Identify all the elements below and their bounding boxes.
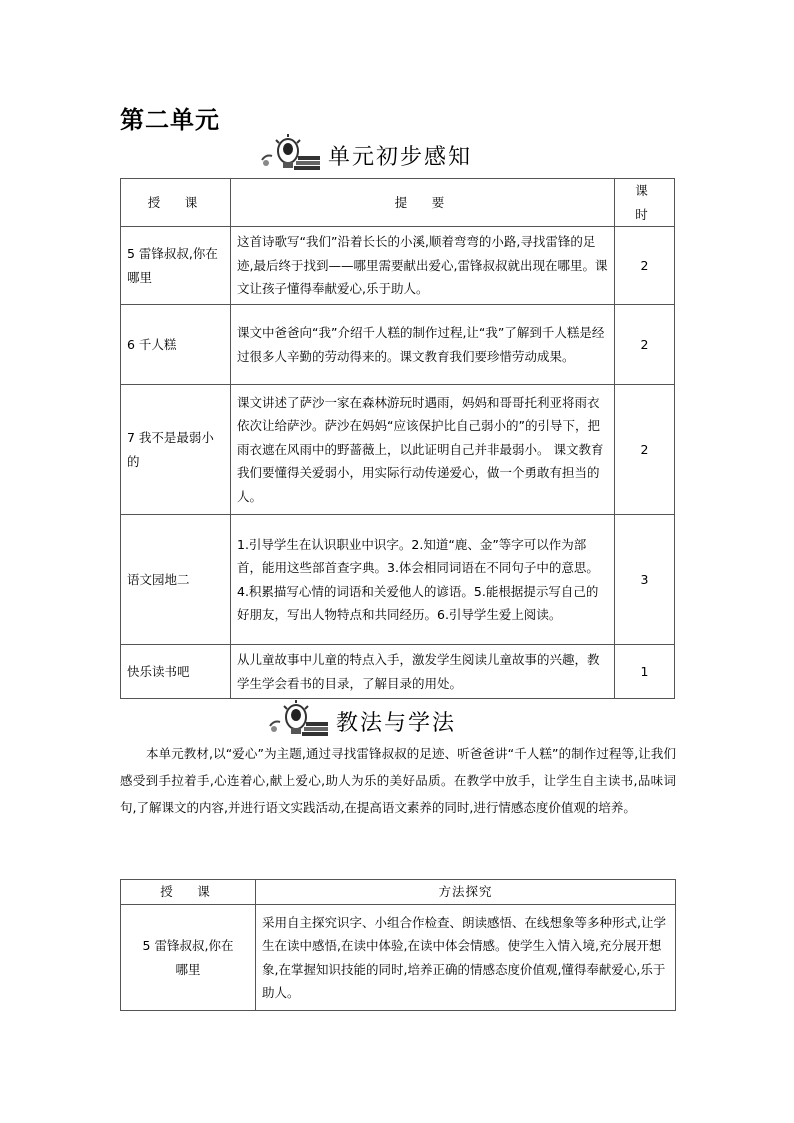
summary-cell: 课文中爸爸向“我”介绍千人糕的制作过程,让“我”了解到千人糕是经过很多人辛勤的劳动得来的。课文教育我们要珍惜劳动成果。 — [231, 305, 615, 385]
lesson-cell: 7 我不是最弱小的 — [121, 385, 231, 515]
summary-cell: 从儿童故事中儿童的特点入手，激发学生阅读儿童故事的兴趣，教学生学会看书的目录，了解目录的用处。 — [231, 645, 615, 699]
lesson-cell: 5 雷锋叔叔,你在哪里 — [121, 227, 231, 305]
section-title: 单元初步感知 — [328, 145, 473, 170]
hours-cell: 2 — [615, 227, 675, 305]
table-row — [121, 385, 675, 515]
methods-table — [120, 879, 676, 1011]
column-header: 方法探究 — [256, 880, 676, 905]
column-header: 课 时 — [615, 179, 675, 227]
summary-cell: 1.引导学生在认识职业中识字。2.知道“鹿、金”等字可以作为部首，能用这些部首查字典。3.体会相同词语在不同句子中的意思。4.积累描写心情的词语和关爱他人的谚语。5.能根据提示写自己的好朋友，写出人物特点和共同经历。6.引导学生爱上阅读。 — [231, 515, 615, 645]
unit-overview-table — [120, 178, 675, 699]
table-header-row — [121, 179, 675, 227]
table-row — [121, 515, 675, 645]
lesson-cell: 6 千人糕 — [121, 305, 231, 385]
column-header: 授 课 — [121, 179, 231, 227]
column-header: 提 要 — [231, 179, 615, 227]
table-row — [121, 305, 675, 385]
lesson-cell: 快乐读书吧 — [121, 645, 231, 699]
unit-title: 第二单元 — [120, 106, 220, 134]
column-header: 授 课 — [121, 880, 256, 905]
lesson-cell: 5 雷锋叔叔,你在哪里 — [121, 905, 256, 1011]
table-header-row — [121, 880, 676, 905]
methods-paragraph: 本单元教材,以“爱心”为主题,通过寻找雷锋叔叔的足迹、听爸爸讲“千人糕”的制作过程等,让我们感受到手拉着手,心连着心,献上爱心,助人为乐的美好品质。在教学中放手，让学生自主读书,品味词句,了解课文的内容,并进行语文实践活动,在提高语文素养的同时,进行情感态度价值观的培养。 — [120, 746, 676, 815]
hours-cell: 2 — [615, 385, 675, 515]
lightbulb-books-icon — [258, 134, 322, 174]
table-row — [121, 227, 675, 305]
section-title: 教法与学法 — [336, 711, 457, 736]
table-row — [121, 905, 676, 1011]
summary-cell: 这首诗歌写“我们”沿着长长的小溪,顺着弯弯的小路,寻找雷锋的足迹,最后终于找到——哪里需要献出爱心,雷锋叔叔就出现在哪里。课文让孩子懂得奉献爱心,乐于助人。 — [231, 227, 615, 305]
method-cell: 采用自主探究识字、小组合作检查、朗读感悟、在线想象等多种形式,让学生在读中感悟,在读中体验,在读中体会情感。使学生入情入境,充分展开想象,在掌握知识技能的同时,培养正确的情感态度价值观,懂得奉献爱心,乐于助人。 — [256, 905, 676, 1011]
lesson-cell: 语文园地二 — [121, 515, 231, 645]
hours-cell: 3 — [615, 515, 675, 645]
lightbulb-books-icon — [266, 700, 330, 740]
section-header-methods — [266, 700, 506, 740]
summary-cell: 课文讲述了萨沙一家在森林游玩时遇雨，妈妈和哥哥托利亚将雨衣依次让给萨沙。萨沙在妈妈“应该保护比自己弱小的”的引导下，把雨衣遮在风雨中的野蔷薇上，以此证明自己并非最弱小。 课文教育我们要懂得关爱弱小，用实际行动传递爱心，做一个勇敢有担当的人。 — [231, 385, 615, 515]
hours-cell: 1 — [615, 645, 675, 699]
table-row — [121, 645, 675, 699]
section-header-perception — [258, 134, 518, 174]
hours-cell: 2 — [615, 305, 675, 385]
